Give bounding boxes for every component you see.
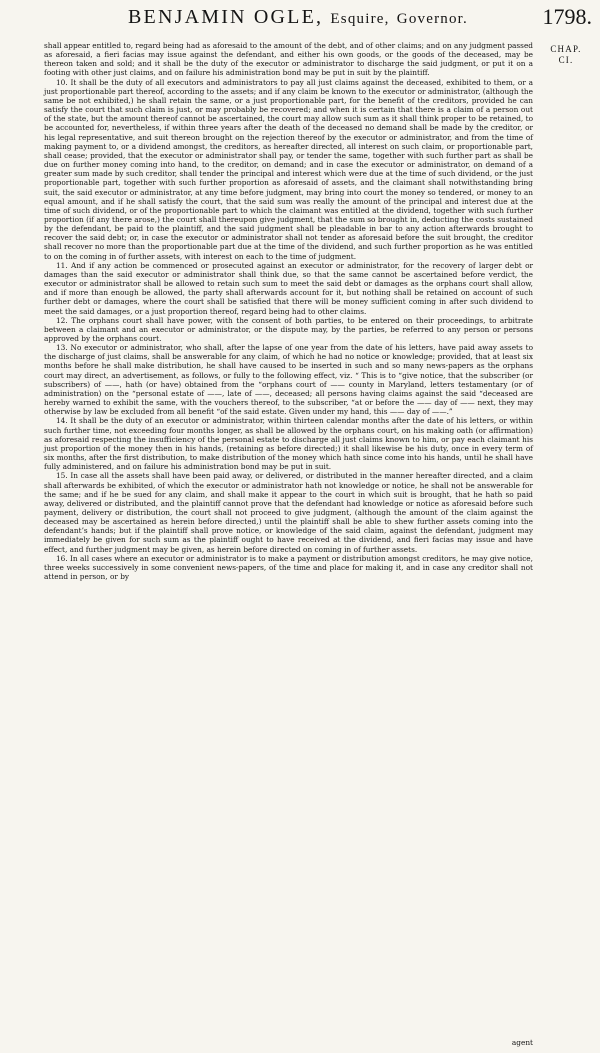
running-head-governor: Governor. [396,11,468,27]
section-12: 12. The orphans court shall have power, with the consent of both parties, to be entered on their proceedings, to arbitrate between a claimant and an executor or administrator, or the dispute may, by the parties, be referred to any person or persons approved by the orphans court. [44,315,533,343]
page-year: 1798. [542,4,592,29]
statute-text [44,41,533,581]
running-head-esquire: Esquire, [330,11,390,27]
section-16: 16. In all cases where an executor or administrator is to make a payment or distribution amongst creditors, he may give notice, three weeks successively in some convenient news-papers, of the time and place for making it, and in case any creditor shall not attend in person, or by [44,553,533,582]
chapter-label: CHAP. [550,44,582,54]
section-10: 10. It shall be the duty of all executors and administrators to pay all just claims against the deceased, exhibited to them, or a just proportionable part thereof, according to the assets; and if any claim be known to the executor or administrator, (although the same be not exhibited,) he shall retain the same, or a just proportionable part, for the benefit of the creditors, provided he can satisfy the court that such claim is just, or may probably be recovered; and when it is certain that there is a claim of a person out of the state, but the amount thereof cannot be ascertained, the court may allow such sum as it shall think proper to be retained, to be accounted for, nevertheless, if within three years after the death of the deceased no demand shall be made by the creditor, or his legal representative, and suit thereon brought on the rejection thereof by the executor or administrator, and from the time of making payment to, or a dividend amongst, the creditors, as hereafter directed, all interest on such claim, or proportionable part, shall cease; provided, that the executor or administrator shall pay, or tender the same, together with such further part as shall be due on further money coming into hand, to the creditor, on demand; and in case the executor or administrator, on demand of a greater sum made by such creditor, shall tender the principal and interest which were due at the time of such dividend, or the just proportionable part, together with such further proportion as aforesaid of assets, and the claimant shall notwithstanding bring suit, the said executor or administrator, at any time before judgment, may bring into court the money so tendered, or money to an equal amount, and if he shall satisfy the court, that the said sum was really the amount of the principal and interest due at the time of such dividend, or of the proportionable part to which the claimant was entitled at the dividend, together with such further proportion (if any there arose,) the court shall thereupon give judgment, that the sum so brought in, deducting the costs sustained by the defendant, be paid to the plaintiff, and the said judgment shall be pleadable in bar to any action afterwards brought to recover the said debt; or, in case the executor or administrator shall not tender as aforesaid before the suit brought, the creditor shall recover no more than the proportionable part due at the time of the dividend, and such further proportion as he was entitled to on the coming in of further assets, with interest on each to the time of judgment. [44,77,533,261]
section-14: 14. It shall be the duty of an executor or administrator, within thirteen calendar months after the date of his letters, or within such further time, not exceeding four months longer, as shall be allowed by the orphans court, on his making oath (or affirmation) as aforesaid respecting the insufficiency of the personal estate to discharge all just claims known to him, or pay each claimant his just proportion of the money then in his hands, (retaining as before directed;) it shall likewise be his duty, once in every term of six months, after the first distribution, to make distribution of the money which hath since come into his hands, until he shall have fully administered, and on failure his administration bond may be put in suit. [44,416,533,472]
chapter-number: CI. [558,55,574,65]
section-13: 13. No executor or administrator, who shall, after the lapse of one year from the date of his letters, have paid away assets to the discharge of just claims, shall be answerable for any claim, of which he had no notice or knowledge; provided, that at least six months before he shall make distribution, he shall have caused to be inserted in such and so many news-papers as the orphans court may direct, an advertisement, as follows, or fully to the following effect, viz. “ This is to “give notice, that the subscriber (or subscribers) of ——, hath (or have) obtained from the “orphans court of —— county in Maryland, letters testamentary (or of administration) on the “personal estate of ——, late of ——, deceased; all persons having claims against the said “deceased are hereby warned to exhibit the same, with the vouchers thereof, to the subscriber, “at or before the —— day of —— next, they may otherwise by law be excluded from all benefit “of the said estate. Given under my hand, this —— day of ——.” [44,343,533,417]
section-11: 11. And if any action be commenced or prosecuted against an executor or administrator, for the recovery of larger debt or damages than the said executor or administrator shall think due, so that the same cannot be ascertained before verdict, the executor or administrator shall be allowed to retain such sum to meet the said debt or damages as the orphans court shall allow, and if more than enough be allowed, the party shall afterwards account for it, but nothing shall be retained on account of such further debt or damages, where the court shall be satisfied that there will be money sufficient coming in after such dividend to meet the said damages, or a just proportion thereof, regard being had to other claims. [44,260,533,316]
page-header [0,6,600,40]
section-15: 15. In case all the assets shall have been paid away, or delivered, or distributed in the manner hereafter directed, and a claim shall afterwards be exhibited, of which the executor or administrator hath not knowledge or notice, he shall not be answerable for the same; and if he be sued for any claim, and shall make it appear to the court in which suit is brought, that he hath so paid away, delivered or distributed, and the plaintiff cannot prove that the defendant had knowledge or notice as aforesaid before such payment, delivery or distribution, the court shall not proceed to give judgment, (although the amount of the claim against the deceased may be ascertained as herein before directed,) until the plaintiff shall be able to shew further assets coming into the defendant’s hands; but if the plaintiff shall prove notice, or knowledge of the said claim, against the defendant, judgment may immediately be given for such sum as the plaintiff ought to have received at the dividend, and fieri facias may issue and have effect, and further judgment may be given, as herein before directed on coming in of further assets. [44,471,533,554]
running-head [78,6,518,29]
chapter-margin-note [542,44,590,66]
paragraph-continuation: shall appear entitled to, regard being had as aforesaid to the amount of the debt, and of other claims; and on any judgment passed as aforesaid, a fieri facias may issue against the defendant, and either his own goods, or the goods of the deceased, may be thereon taken and sold; and it shall be the duty of the executor or administrator to discharge the said judgment, or put it on a footing with other just claims, and on failure his administration bond may be put in suit by the plaintiff. [44,41,533,78]
catchword: agent [511,1038,533,1047]
running-head-name: BENJAMIN OGLE, [127,6,324,28]
